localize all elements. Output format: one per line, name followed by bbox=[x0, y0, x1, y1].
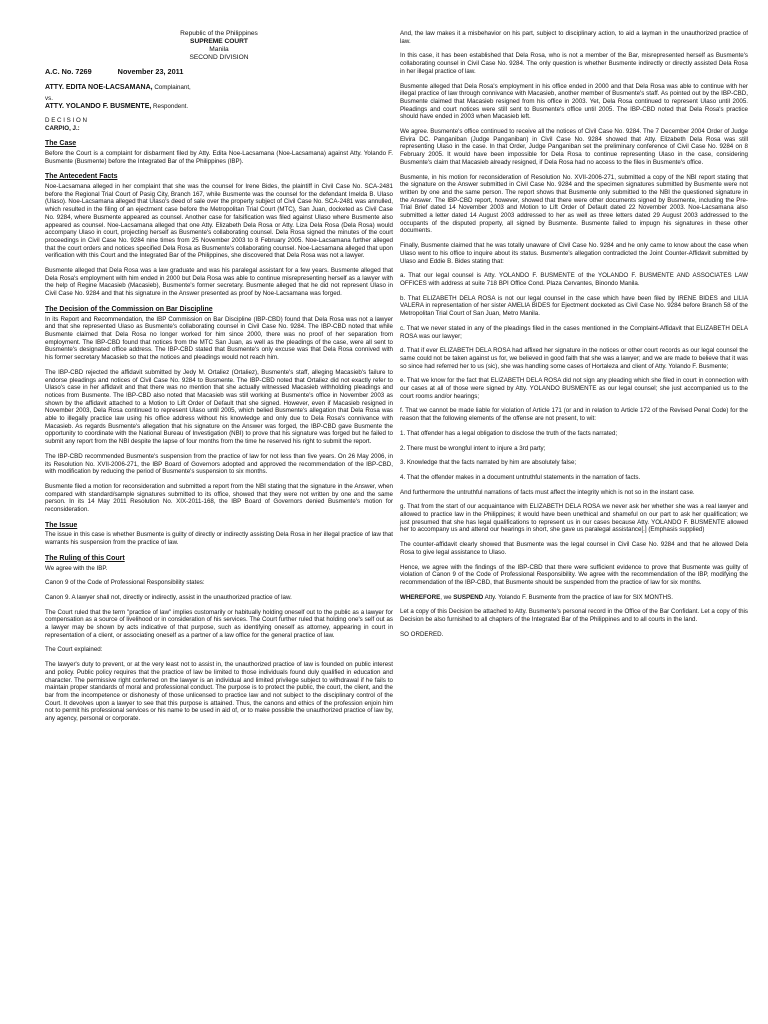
respondent-role: Respondent. bbox=[151, 103, 189, 111]
para-r5: Busmente, in his motion for reconsideration of Resolution No. XVII-2006-271, submitted a copy of the NBI report stating that the signature on the Answer submitted in Civil Case No. 9284 and the specimen signatures submitted by Busmente were not written by one and the same person. The report shows that Busmente only submitted to the NBI the questioned signature in the Answer. The IBP-CBD report, however, showed that there were other documents signed by Busmente, including the Pre-Trial Brief dated 14 November 2003 and Motion to Lift Order of Default dated 22 November 2003. Noe-Lacsamana also submitted a letter dated 14 August 2003 addressed to her as well as three letters dated 29 August 2003 addressed to the occupants of the disputed property, all signed by Busmente. Busmente failed to impugn his signatures in these other documents. bbox=[400, 173, 748, 235]
para-r2: In this case, it has been established that Dela Rosa, who is not a member of the Bar, misrepresented herself as Busmente's collaborating counsel in Civil Case No. 9284. The only question is whether Busmente indirectly or directly assisted Dela Rosa in her illegal practice of law. bbox=[400, 52, 748, 75]
court-name: SUPREME COURT bbox=[190, 38, 248, 45]
wherefore-label: WHEREFORE bbox=[400, 593, 441, 601]
para-r3: Busmente alleged that Dela Rosa's employment in his office ended in 2000 and that Dela Rosa was able to continue with her illegal practice of law through connivance with Macasieb, another member of Busmente's staff. As pointed out by the IBP-CBD, Busmente claimed that Macasieb resigned from his office in 2003. Yet, Dela Rosa continued to represent Ulaso until 2005. Pleadings and court notices were still sent to Busmente's office until 2005. The IBP-CBD noted that Dela Rosa's practice should have ended in 2003 when Macasieb left. bbox=[400, 82, 748, 121]
versus: vs. bbox=[45, 95, 53, 103]
para-r4: We agree. Busmente's office continued to receive all the notices of Civil Case No. 9284. The 7 December 2004 Order of Judge Elvira DC. Panganiban (Judge Panganiban) in Civil Case No. 9284 showed that Atty. Elizabeth Dela Rosa was still representing Ulaso in the case. In that Order, Judge Panganiban set the preliminary conference of Civil Case No. 9284 on 8 February 2005. It would have been impossible for Dela Rosa to continue representing Ulaso in the case, considering Busmente's claim that Macasieb already resigned, if Dela Rosa had no access to the files in Busmente's office. bbox=[400, 128, 748, 166]
court-header bbox=[45, 30, 393, 62]
para-decision-4: Busmente filed a motion for reconsideration and submitted a report from the NBI stating that the signature in the Answer, when compared with standard/sample signatures submitted to its office, showed that they were not written by one and the same person. In its 14 May 2011 Resolution No. XIX-2011-168, the IBP Board of Governors denied Busmente's motion for reconsideration. bbox=[45, 482, 393, 514]
para-let-copy: Let a copy of this Decision be attached to Atty. Busmente's personal record in the Office of the Bar Confidant. Let a copy of this Decision be also furnished to all chapters of the Integrated Bar of the Philippines and to all courts in the land. bbox=[400, 608, 748, 624]
quote-a: a. That our legal counsel is Atty. YOLANDO F. BUSMENTE of the YOLANDO F. BUSMENTE AND ASSOCIATES LAW OFFICES with address at suite 718 BPI Office Cond. Plaza Cervantes, Binondo Manila. bbox=[400, 272, 748, 287]
complainant-name: ATTY. EDITA NOE-LACSAMANA, bbox=[45, 83, 153, 91]
respondent-name: ATTY. YOLANDO F. BUSMENTE, bbox=[45, 103, 152, 111]
quote-c: c. That we never stated in any of the pleadings filed in the cases mentioned in the Complaint-Affidavit that ELIZABETH DELA ROSA was our lawyer; bbox=[400, 324, 748, 340]
republic-line: Republic of the Philippines bbox=[180, 30, 258, 37]
wherefore-mid: , we bbox=[440, 593, 454, 601]
para-antecedent-1: Noe-Lacsamana alleged in her complaint that she was the counsel for Irene Bides, the plaintiff in Civil Case No. SCA-2481 before the Regional Trial Court of Pasig City, Branch 167, while Busmente was the counsel for the defendant Imelda B. Ulaso (Ulaso). Noe-Lacsamana alleged that Ulaso's deed of sale over the property subject of Civil Case No. SCA-2481 was annulled, which resulted in the filing of an ejectment case before the Metropolitan Trial Court (MTC), San Juan, docketed as Civil Case No. 9284, where Busmente appeared as counsel. Another case for falsification was filed against Ulaso where Busmente also appeared as counsel. Noe-Lacsamana alleged that one Atty. Elizabeth Dela Rosa or Atty. Liza Dela Rosa (Dela Rosa) would accompany Ulaso in court, projecting herself as Busmente's collaborating counsel. Dela Rosa signed the minutes of the court proceedings in Civil Case No. 9284 nine times from 25 November 2003 to 8 February 2005. Noe-Lacsamana further alleged that the court orders and notices specified Dela Rosa as Busmente's collaborating counsel. Noe-Lacsamana alleged that upon verification with this Court and the Integrated Bar of the Philippines, she discovered that Dela Rosa was not a lawyer. bbox=[45, 183, 393, 260]
heading-the-case: The Case bbox=[45, 140, 77, 148]
para-r1: And, the law makes it a misbehavior on his part, subject to disciplinary action, to aid a layman in the unauthorized practice of law. bbox=[400, 30, 748, 45]
heading-issue: The Issue bbox=[45, 521, 78, 529]
ponente: CARPIO, J.: bbox=[45, 124, 80, 132]
para-case: Before the Court is a complaint for disbarment filed by Atty. Edita Noe-Lacsamana (Noe-Lacsamana) against Atty. Yolando F. Busmente (Busmente) before the Integrated Bar of the Philippines (IBP). bbox=[45, 149, 393, 165]
wherefore-rest: Atty. Yolando F. Busmente from the practice of law for SIX MONTHS. bbox=[483, 593, 673, 601]
heading-ruling: The Ruling of this Court bbox=[45, 554, 125, 562]
quote-b: b. That ELIZABETH DELA ROSA is not our legal counsel in the case which have been filed by IRENE BIDES and LILIA VALERA in representation of her sister AMELIA BIDES for Ejectment docketed as Civil Case No. 9284 before Branch 58 of the Metropolitan Trial Court of San Juan, Metro Manila. bbox=[400, 294, 748, 318]
city-line: Manila bbox=[209, 46, 229, 53]
parties bbox=[45, 84, 393, 133]
division-line: SECOND DIVISION bbox=[189, 54, 249, 61]
para-ruling-2: Canon 9 of the Code of Professional Responsibility states: bbox=[45, 579, 205, 587]
quote-f: f. That we cannot be made liable for violation of Article 171 (or and in relation to Article 172 of the Revised Penal Code) for the reason that the following elements of the offense are not present, to wit: bbox=[400, 407, 748, 423]
quote-e: e. That we know for the fact that ELIZABETH DELA ROSA did not sign any pleading which she filed in court in connection with our cases at all of those were signed by Atty. YOLANDO BUSMENTE as our legal counsel; she just accompanied us to the court rooms and/or hearings; bbox=[400, 377, 748, 400]
para-counter-affidavit: The counter-affidavit clearly showed that Busmente was the legal counsel in Civil Case No. 9284 and that he allowed Dela Rosa to give legal assistance to Ulaso. bbox=[400, 541, 748, 556]
para-ruling-3: Canon 9. A lawyer shall not, directly or indirectly, assist in the unauthorized practice of law. bbox=[45, 593, 292, 601]
quote-d: d. That if ever ELIZABETH DELA ROSA had affixed her signature in the notices or other court records as our legal counsel the same could not be taken against us for, we believed in good faith that she was a lawyer; and we are made to believe that it was so since had referred her to us (sic), she was handling some cases of Hortaleza and client of Atty. Yolando F. Busmente; bbox=[400, 347, 748, 370]
case-date: November 23, 2011 bbox=[117, 67, 184, 76]
complainant-role: Complainant, bbox=[152, 83, 191, 91]
para-wherefore bbox=[400, 594, 748, 602]
element-1: 1. That offender has a legal obligation to disclose the truth of the facts narrated; bbox=[400, 429, 618, 437]
para-decision-3: The IBP-CBD recommended Busmente's suspension from the practice of law for not less than five years. On 26 May 2006, in its Resolution No. XVII-2006-271, the IBP Board of Governors adopted and approved the recommendation of the IBP-CBD, with modification by reducing the period of Busmente's suspension to six months. bbox=[45, 452, 393, 476]
para-r6: Finally, Busmente claimed that he was totally unaware of Civil Case No. 9284 and he only came to know about the case when Ulaso went to his office to inquire about its status. Busmente's allegation contradicted the Joint Counter-Affidavit submitted by Ulaso and Eddie B. Bides stating that: bbox=[400, 242, 748, 265]
element-2: 2. There must be wrongful intent to injure a 3rd party; bbox=[400, 444, 546, 452]
heading-decision-cbd: The Decision of the Commission on Bar Discipline bbox=[45, 305, 213, 313]
para-hence: Hence, we agree with the findings of the IBP-CBD that there were sufficient evidence to prove that Busmente was guilty of violation of Canon 9 of the Code of Professional Responsibility. We agree with the recommendation of the IBP, modifying the recommendation of the IBP-CBD, that Busmente should be suspended from the practice of law for six months. bbox=[400, 563, 748, 586]
left-column bbox=[45, 30, 393, 730]
para-ruling-5: The Court explained: bbox=[45, 646, 103, 654]
right-column bbox=[400, 30, 748, 645]
element-4: 4. That the offender makes in a document untruthful statements in the narration of facts. bbox=[400, 473, 641, 481]
quote-g: g. That from the start of our acquaintance with ELIZABETH DELA ROSA we never ask her whether she was a real lawyer and allowed to practice law in the Philippines; it would have been unethical and shameful on our part to ask her qualification; we just presumed that she has legal qualifications to represent us in our cases because Atty. YOLANDO F. BUSMENTE allowed her to accompany us and attend our hearings in short, she gave us paralegal assistance[.] (Emphasis supplied) bbox=[400, 503, 748, 534]
so-ordered: SO ORDERED. bbox=[400, 630, 444, 638]
para-decision-1: In its Report and Recommendation, the IBP Commission on Bar Discipline (IBP-CBD) found that Dela Rosa was not a lawyer and that she represented Ulaso as Busmente's collaborating counsel in Civil Case No. 9284. The IBP-CBD noted that while Busmente claimed that Dela Rosa no longer worked for him since 2000, there was no proof of her separation from employment. The IBP-CBD found that notices from the MTC San Juan, as well as the pleadings of the case, were all sent to Busmente's designated office address. The IBP-CBD stated that Busmente's only excuse was that Dela Rosa connived with his former secretary Macasieb so that the notices and pleadings would not reach him. bbox=[45, 315, 393, 362]
para-furthermore: And furthermore the untruthful narrations of facts must affect the integrity which is not so in the instant case. bbox=[400, 488, 695, 496]
para-issue: The issue in this case is whether Busmente is guilty of directly or indirectly assisting Dela Rosa in her illegal practice of law that warrants his suspension from the practice of law. bbox=[45, 531, 393, 547]
suspend-label: SUSPEND bbox=[453, 593, 484, 601]
case-number: A.C. No. 7269 bbox=[45, 67, 92, 76]
para-ruling-1: We agree with the IBP. bbox=[45, 564, 108, 572]
decision-label: D E C I S I O N bbox=[45, 116, 87, 124]
element-3: 3. Knowledge that the facts narrated by him are absolutely false; bbox=[400, 459, 577, 467]
heading-antecedent-facts: The Antecedent Facts bbox=[45, 173, 118, 181]
para-ruling-4: The Court ruled that the term "practice of law" implies customarily or habitually holding oneself out to the public as a lawyer for compensation as a source of livelihood or in consideration of his services. The Court further ruled that holding one's self out as a lawyer may be shown by acts indicative of that purpose, such as identifying oneself as attorney, appearing in court in representation of a client, or associating oneself as a partner of a law office for the general practice of law. bbox=[45, 608, 393, 639]
para-antecedent-2: Busmente alleged that Dela Rosa was a law graduate and was his paralegal assistant for a few years. Busmente alleged that Dela Rosa's employment with him ended in 2000 but Dela Rosa was able to continue misrepresenting herself as a lawyer with the help of Regine Macasieb (Macasieb), Busmente's former secretary. Busmente alleged that he did not represent Ulaso in Civil Case No. 9284 and that his signature in the Answer presented as proof by Noe-Lacsamana was forged. bbox=[45, 267, 393, 298]
para-decision-2: The IBP-CBD rejected the affidavit submitted by Jedy M. Ortaliez (Ortaliez), Busmente's staff, alleging Macasieb's failure to endorse pleadings and notices of Civil Case No. 9284 to Busmente. The IBP-CBD noted that Ortaliez did not exactly refer to Ulaso's case in her affidavit and that there was no mention that she actually witnessed Macasieb withholding pleadings and notices from Busmente. The IBP-CBD also noted that Macasieb was still working at Busmente's office in November 2003 as shown by the affidavit attached to a Motion to Lift Order of Default that she signed. However, even if Macasieb resigned in November 2003, Dela Rosa continued to represent Ulaso until 2005, which belied Busmente's allegation that Dela Rosa was able to illegally practice law using his office address without his knowledge and only due to Dela Rosa's connivance with Macasieb. As regards Busmente's allegation that his signature on the Answer was forged, the IBP-CBD gave Busmente the opportunity to coordinate with the National Bureau of Investigation (NBI) to prove that his signature was forged but he failed to submit any report from the NBI despite the lapse of four months from the time he reserved his right to submit the report. bbox=[45, 368, 393, 446]
para-ruling-6: The lawyer's duty to prevent, or at the very least not to assist in, the unauthorized practice of law is founded on public interest and policy. Public policy requires that the practice of law be limited to those individuals found duly qualified in education and character. The permissive right conferred on the lawyer is an individual and limited privilege subject to withdrawal if he fails to maintain proper standards of moral and professional conduct. The purpose is to protect the public, the court, the client, and the bar from the incompetence or dishonesty of those unlicensed to practice law and not subject to the disciplinary control of the Court. It devolves upon a lawyer to see that this purpose is attained. Thus, the canons and ethics of the profession enjoin him not to permit his professional services or his name to be used in aid of, or to make possible the unauthorized practice of law by, any agency, personal or corporate. bbox=[45, 661, 393, 723]
case-number-line bbox=[45, 68, 393, 76]
